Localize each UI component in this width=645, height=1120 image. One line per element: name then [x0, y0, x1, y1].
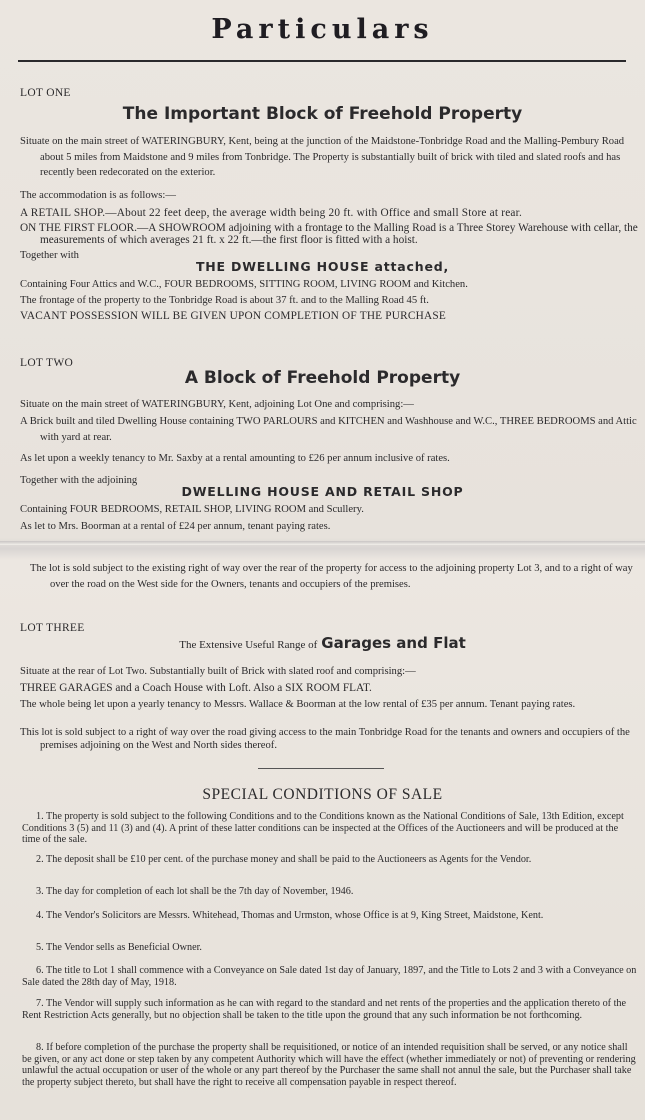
lot-two-label: LOT TWO [20, 357, 74, 369]
lot-two-tenancy: As let upon a weekly tenancy to Mr. Saxby at a rental amounting to £26 per annum inclusive of rates. [20, 453, 450, 464]
lot-one-label: LOT ONE [20, 87, 71, 99]
condition-item: 7. The Vendor will supply such information as he can with regard to the standard and net rents of the properties and the application thereto of the Rent Restriction Acts generally, but no objection shall be taken to the title upon the ground that any such information be not forthcoming. [22, 998, 627, 1021]
conditions-rule [258, 768, 384, 769]
paper-fold [0, 541, 645, 545]
lot-one-vacant-possession: VACANT POSSESSION WILL BE GIVEN UPON COMPLETION OF THE PURCHASE [20, 310, 446, 322]
right-of-way-note: The lot is sold subject to the existing right of way over the rear of the property for access to the adjoining property Lot 3, and to a right of way over the road on the West side for the Owners, tenants and occupiers of the premises. [30, 563, 633, 590]
lot-one-containing: Containing Four Attics and W.C., FOUR BEDROOMS, SITTING ROOM, LIVING ROOM and Kitchen. [20, 279, 468, 290]
lot-three-subject: This lot is sold subject to a right of way over the road giving access to the main Tonbridge Road for the tenants and owners and occupiers of the premises adjoining on the West and North sides thereof. [20, 727, 630, 751]
condition-item: 2. The deposit shall be £10 per cent. of the purchase money and shall be paid to the Auctioneers as Agents for the Vendor. [36, 854, 532, 865]
lot-three-description: Situate at the rear of Lot Two. Substantially built of Brick with slated roof and comprising:— [20, 666, 416, 677]
lot-one-retail-shop: A RETAIL SHOP.—About 22 feet deep, the average width being 20 ft. with Office and small Store at rear. [20, 207, 523, 219]
lot-three-tenancy: The whole being let upon a yearly tenancy to Messrs. Wallace & Boorman at the low rental of £35 per annum. Tenant paying rates. [20, 699, 576, 710]
special-conditions-title: SPECIAL CONDITIONS OF SALE [202, 786, 443, 803]
lot-two-together-with: Together with the adjoining [20, 475, 138, 486]
lot-one-first-floor: ON THE FIRST FLOOR.—A SHOWROOM adjoining with a frontage to the Malling Road is a Three Storey Warehouse with cellar, the measurements of which averages 21 ft. x 22 ft.—the first floor is fitted with a hoist. [20, 222, 638, 246]
condition-item: 3. The day for completion of each lot shall be the 7th day of November, 1946. [36, 886, 354, 897]
lot-two-description: Situate on the main street of WATERINGBURY, Kent, adjoining Lot One and comprising:— [20, 399, 414, 410]
lot-three-label: LOT THREE [20, 622, 85, 634]
condition-item: 6. The title to Lot 1 shall commence with a Conveyance on Sale dated 1st day of January, 1897, and the Title to Lots 2 and 3 with a Conveyance on Sale dated the 28th day of May, 1918. [22, 965, 637, 988]
lot-two-containing: Containing FOUR BEDROOMS, RETAIL SHOP, LIVING ROOM and Scullery. [20, 504, 364, 515]
lot-two-shop-heading: DWELLING HOUSE AND RETAIL SHOP [181, 484, 464, 499]
condition-item: 8. If before completion of the purchase the property shall be requisitioned, or notice of an intended requisition shall be served, or any notice shall be given, or any act done or step taken by any competent Authority which will have the effect (whether immediately or not) of preventing or rendering unlawful the actual occupation or user of the whole or any part thereof by the Purchaser the same shall not annul the sale, but the Purchaser shall take the property subject thereto, but shall have the right to receive all compensation payable in respect thereof. [22, 1042, 636, 1088]
lot-one-accommodation-intro: The accommodation is as follows:— [20, 190, 176, 201]
lot-one-together-with: Together with [20, 250, 79, 261]
lot-one-dwelling-heading: THE DWELLING HOUSE attached, [195, 259, 450, 274]
lot-two-heading: A Block of Freehold Property [184, 368, 461, 388]
lot-one-description: Situate on the main street of WATERINGBURY, Kent, being at the junction of the Maidstone-Tonbridge Road and the Malling-Pembury Road about 5 miles from Maidstone and 9 miles from Tonbridge. The Property is substantially built of brick with tiled and slated roofs and has recently been redecorated on the exterior. [20, 136, 625, 178]
lot-two-dwelling: A Brick built and tiled Dwelling House containing TWO PARLOURS and KITCHEN and Washhouse and W.C., THREE BEDROOMS and Attic with yard at rear. [20, 416, 637, 443]
lot-two-let-to: As let to Mrs. Boorman at a rental of £24 per annum, tenant paying rates. [20, 521, 331, 532]
lot-one-heading: The Important Block of Freehold Property [122, 104, 523, 124]
lot-three-garages: THREE GARAGES and a Coach House with Loft. Also a SIX ROOM FLAT. [20, 682, 372, 694]
condition-item: 5. The Vendor sells as Beneficial Owner. [36, 942, 202, 953]
page-title: Particulars [211, 14, 434, 45]
lot-three-heading [0, 634, 645, 653]
lot-three-heading-intro: The Extensive Useful Range of [179, 639, 318, 651]
condition-item: 1. The property is sold subject to the following Conditions and to the Conditions known as the National Conditions of Sale, 13th Edition, except Conditions 3 (5) and 11 (3) and (4). A print of these latter conditions can be inspected at the Offices of the Auctioneers and will be produced at the time of the sale. [22, 811, 624, 845]
lot-one-frontage: The frontage of the property to the Tonbridge Road is about 37 ft. and to the Malling Road 45 ft. [20, 295, 429, 306]
lot-three-heading-main: Garages and Flat [321, 634, 466, 652]
title-rule [18, 60, 626, 62]
condition-item: 4. The Vendor's Solicitors are Messrs. Whitehead, Thomas and Urmston, whose Office is at 9, King Street, Maidstone, Kent. [36, 910, 544, 921]
